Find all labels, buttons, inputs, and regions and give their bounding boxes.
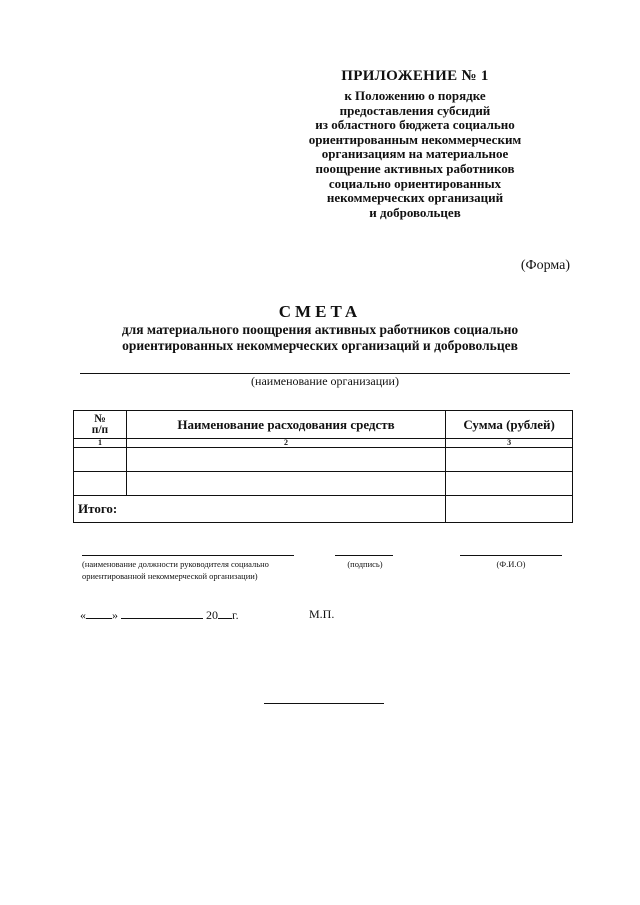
signature-caption: (подпись) — [347, 559, 383, 569]
table-cell[interactable] — [126, 472, 445, 496]
table-header-row — [74, 411, 573, 439]
table-row — [74, 448, 573, 472]
table-cell[interactable] — [446, 448, 573, 472]
appendix-subtitle-line: организациям на материальное — [321, 146, 509, 162]
table-cell[interactable] — [446, 472, 573, 496]
table-index-row — [74, 439, 573, 448]
month-blank[interactable] — [121, 607, 203, 619]
header-num — [74, 411, 127, 439]
position-caption — [82, 558, 322, 582]
date-close-quote: » — [112, 608, 118, 622]
form-label: (Форма) — [520, 258, 570, 273]
stamp-label: М.П. — [309, 607, 335, 621]
table-cell[interactable] — [74, 472, 127, 496]
appendix-subtitle-line: из областного бюджета социально — [315, 117, 515, 133]
appendix-subtitle-line: социально ориентированных — [328, 175, 502, 191]
smeta-subtitle-line: для материального поощрения активных работников социально — [121, 322, 519, 337]
position-caption-line: ориентированной некоммерческой организации) — [82, 571, 258, 581]
table-row — [74, 472, 573, 496]
table-total-row — [74, 496, 573, 523]
appendix-subtitle-line: и добровольцев — [369, 204, 461, 220]
smeta-subtitle — [80, 322, 560, 354]
fio-line — [460, 555, 562, 556]
year-suffix: г. — [232, 608, 239, 622]
bottom-divider-line — [264, 703, 384, 704]
fio-caption: (Ф.И.О) — [496, 559, 526, 569]
expense-table — [73, 410, 573, 523]
header-num-sign: № — [94, 412, 106, 425]
smeta-title: СМЕТА — [278, 302, 362, 321]
header-sum: Сумма (рублей) — [446, 411, 573, 439]
date-open-quote: « — [80, 608, 86, 622]
index-cell: 1 — [74, 439, 127, 448]
smeta-subtitle-line: ориентированных некоммерческих организаций и добровольцев — [122, 338, 518, 353]
appendix-title: ПРИЛОЖЕНИЕ № 1 — [341, 68, 489, 84]
appendix-subtitle-line: ориентированным некоммерческим — [308, 131, 522, 147]
organization-caption: (наименование организации) — [251, 374, 399, 388]
index-cell: 3 — [446, 439, 573, 448]
appendix-subtitle-line: поощрение активных работников — [315, 160, 515, 176]
header-name: Наименование расходования средств — [126, 411, 445, 439]
appendix-subtitle-line: некоммерческих организаций — [326, 190, 504, 206]
year-blank[interactable] — [218, 607, 232, 619]
year-prefix: 20 — [206, 608, 218, 622]
index-cell: 2 — [126, 439, 445, 448]
total-sum-cell[interactable] — [446, 496, 573, 523]
total-label: Итого: — [74, 496, 446, 523]
day-blank[interactable] — [86, 607, 112, 619]
position-caption-line: (наименование должности руководителя социально — [82, 559, 269, 569]
table-cell[interactable] — [74, 448, 127, 472]
signature-line — [335, 555, 393, 556]
appendix-subtitle — [290, 89, 540, 220]
date-line — [80, 607, 380, 623]
position-signature-line — [82, 555, 294, 556]
appendix-subtitle-line: предоставления субсидий — [339, 102, 491, 118]
header-num-pp: п/п — [91, 423, 109, 436]
appendix-subtitle-line: к Положению о порядке — [344, 88, 486, 103]
table-cell[interactable] — [126, 448, 445, 472]
